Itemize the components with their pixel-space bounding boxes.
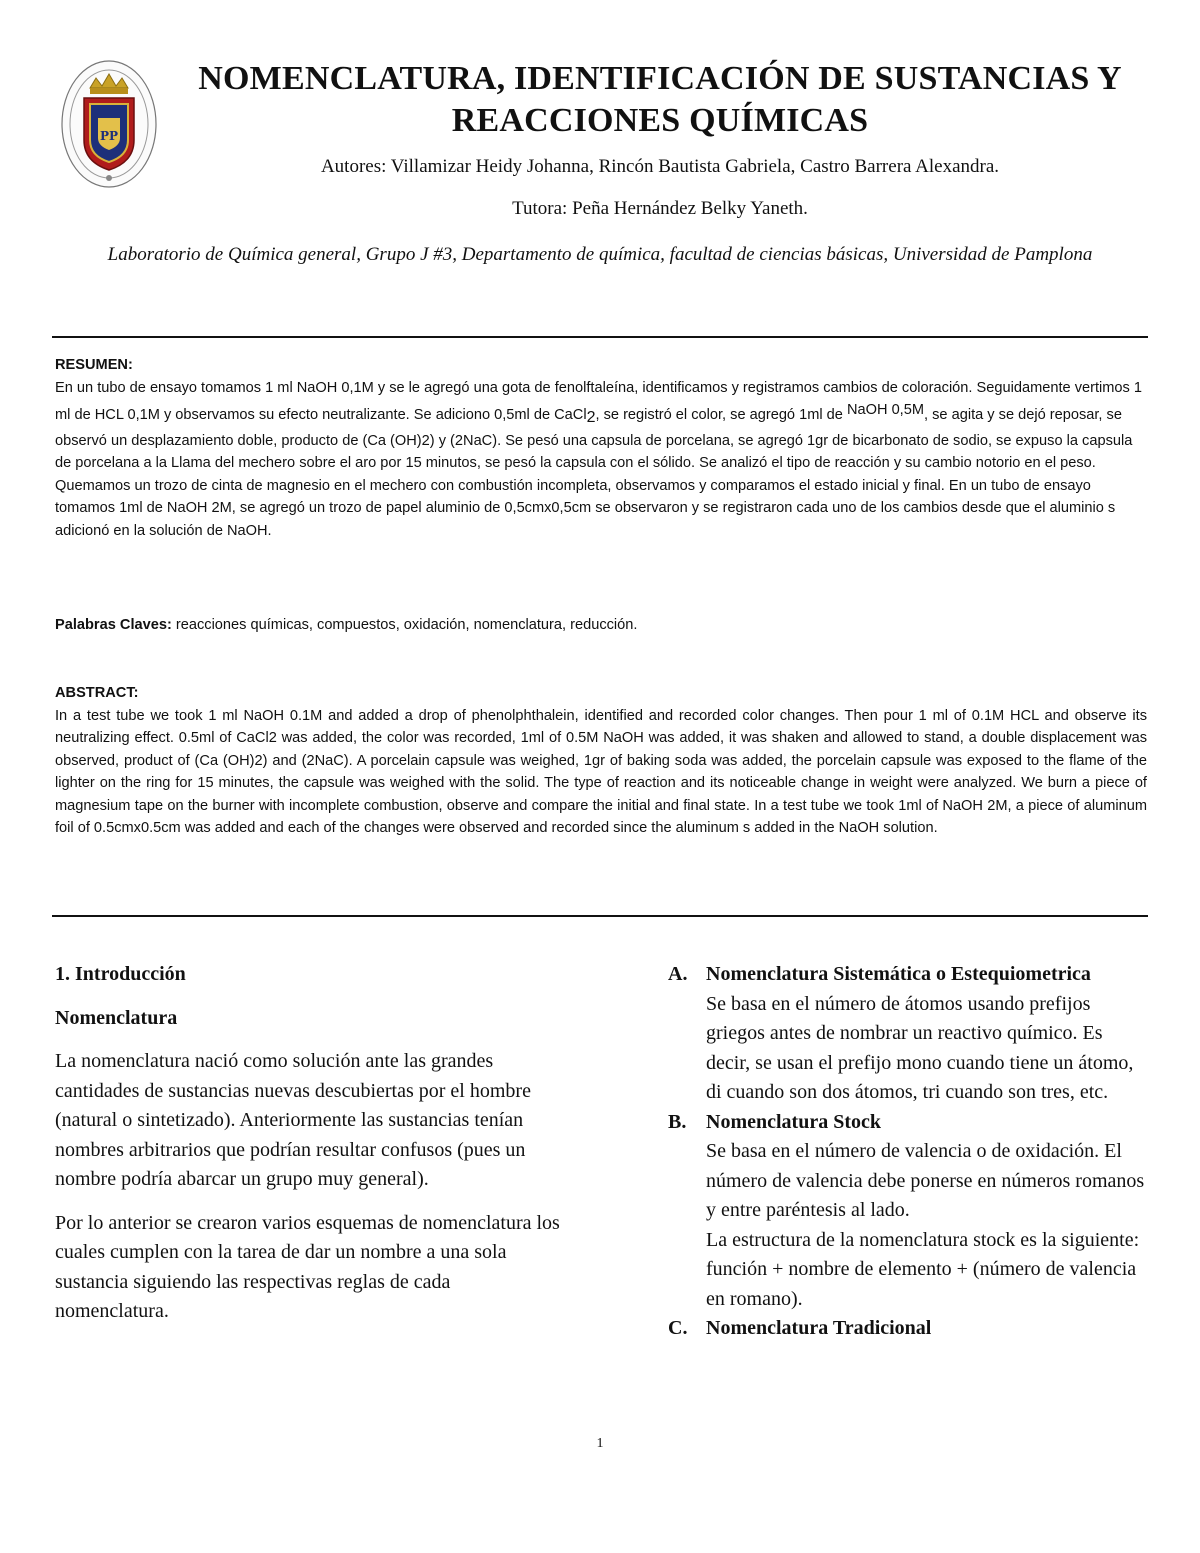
list-item-stock (668, 1108, 1150, 1315)
list-title-stock: Nomenclatura Stock (706, 1110, 881, 1133)
keywords-label: Palabras Claves: (55, 617, 172, 633)
resumen-heading: RESUMEN: (55, 357, 133, 373)
resumen-text (55, 377, 1147, 543)
section-title-introduccion: 1. Introducción (55, 963, 186, 985)
resumen-subscript: 2 (586, 409, 596, 426)
list-title-sistematica: Nomenclatura Sistemática o Estequiometrica (706, 963, 1091, 985)
list-body-stock: Se basa en el número de valencia o de oxidación. El número de valencia debe ponerse en números romanos y entre paréntesis al lado. (706, 1140, 1145, 1221)
intro-paragraph-2: Por lo anterior se crearon varios esquemas de nomenclatura los cuales cumplen con la tarea de dar un nombre a una sola sustancia siguiendo las respectivas reglas de cada nomenclatura. (55, 1211, 560, 1322)
resumen-part-3: , se agita y se dejó reposar, se observó un desplazamiento doble, producto de (Ca (OH)2) y (2NaC). Se pesó una capsula de porcelana, se agregó 1gr de bicarbonato de sodio, se expuso la capsula de porcelana a la Llama del mechero sobre el aro por 15 minutos, se pesó la capsula con el sólido. Se analizó el tipo de reacción y su cambio notorio en el peso. Quemamos un trozo de cinta de magnesio en el mechero con combustión incompleta, observamos y comparamos el estado inicial y final. En un tubo de ensayo tomamos 1ml de NaOH 2M, se agregó un trozo de papel aluminio de 0,5cmx0,5cm se observaron y se registraron cada uno de los cambios desde que el aluminio s adicionó en la solución de NaOH. (55, 407, 1133, 539)
subsection-title-nomenclatura: Nomenclatura (55, 1006, 178, 1029)
abstract-heading: ABSTRACT: (55, 685, 139, 701)
resumen-block (55, 354, 1147, 542)
intro-paragraph-1: La nomenclatura nació como solución ante las grandes cantidades de sustancias nuevas descubiertas por el hombre (natural o sintetizado). Anteriormente las sustancias tenían nombres arbitrarios que podrían resultar confusos (pues un nombre podría abarcar un grupo muy general). (55, 1050, 531, 1190)
list-letter-a: A. (668, 963, 688, 985)
tutor-line: Tutora: Peña Hernández Belky Yaneth. (512, 198, 808, 219)
affiliation: Laboratorio de Química general, Grupo J #3, Departamento de química, facultad de ciencias básicas, Universidad de Pamplona (107, 244, 1093, 265)
keywords-line (55, 614, 1147, 637)
university-seal-logo (60, 58, 158, 190)
top-divider (52, 336, 1148, 338)
list-title-tradicional: Nomenclatura Tradicional (706, 1317, 932, 1339)
keywords-text: reacciones químicas, compuestos, oxidación, nomenclatura, reducción. (171, 617, 638, 633)
title-line-1: NOMENCLATURA, IDENTIFICACIÓN DE SUSTANCIAS Y (198, 60, 1122, 97)
bottom-divider (52, 915, 1148, 917)
svg-text:PP: PP (99, 129, 119, 143)
right-column (668, 960, 1150, 1344)
authors-line: Autores: Villamizar Heidy Johanna, Rincón Bautista Gabriela, Castro Barrera Alexandra. (320, 156, 1000, 177)
list-body-sistematica: Se basa en el número de átomos usando prefijos griegos antes de nombrar un reactivo químico. Es decir, se usan el prefijo mono cuando tiene un átomo, di cuando son dos átomos, tri cuando son tres, etc. (706, 992, 1134, 1103)
list-letter-b: B. (668, 1110, 687, 1133)
resumen-part-1: En un tubo de ensayo tomamos 1 ml NaOH 0,1M y se le agregó una gota de fenolftaleína, identificamos y registramos cambios de coloración. Seguidamente vertimos 1 ml de HCL 0,1M y observamos su efecto neutralizante. Se adiciono 0,5ml de CaCl (55, 379, 1143, 423)
resumen-raised-text: NaOH 0,5M (846, 402, 925, 418)
title-line-2: REACCIONES QUÍMICAS (451, 102, 869, 139)
list-item-sistematica (668, 960, 1150, 1108)
list-letter-c: C. (668, 1317, 688, 1339)
paper-title (170, 58, 1150, 142)
resumen-part-2: , se registró el color, se agregó 1ml de (595, 407, 847, 423)
abstract-text: In a test tube we took 1 ml NaOH 0.1M and added a drop of phenolphthalein, identified and recorded color changes. Then pour 1 ml of 0.1M HCL and observe its neutralizing effect. 0.5ml of CaCl2 was added, the color was recorded, 1ml of 0.5M NaOH was added, it was shaken and allowed to stand, a double displacement was observed, product of (Ca (OH)2) and (2NaC). A porcelain capsule was weighed, 1gr of baking soda was added, the porcelain capsule was exposed to the flame of the lighter on the ring for 15 minutes, the capsule was weighed with the solid. The type of reaction and its noticeable change in weight were analyzed. We burn a piece of magnesium tape on the burner with incomplete combustion, observe and compare the initial and final state. In a test tube we took 1ml of NaOH 2M, a piece of aluminum foil of 0.5cmx0.5cm was added and each of the changes were observed and recorded since the aluminum s added in the NaOH solution. (55, 707, 1147, 836)
page-number: 1 (596, 1436, 604, 1451)
abstract-block (55, 682, 1147, 840)
list-body-stock-2: La estructura de la nomenclatura stock es la siguiente: función + nombre de elemento + (número de valencia en romano). (706, 1228, 1140, 1310)
list-item-tradicional (668, 1314, 1150, 1344)
left-column (55, 960, 560, 1341)
